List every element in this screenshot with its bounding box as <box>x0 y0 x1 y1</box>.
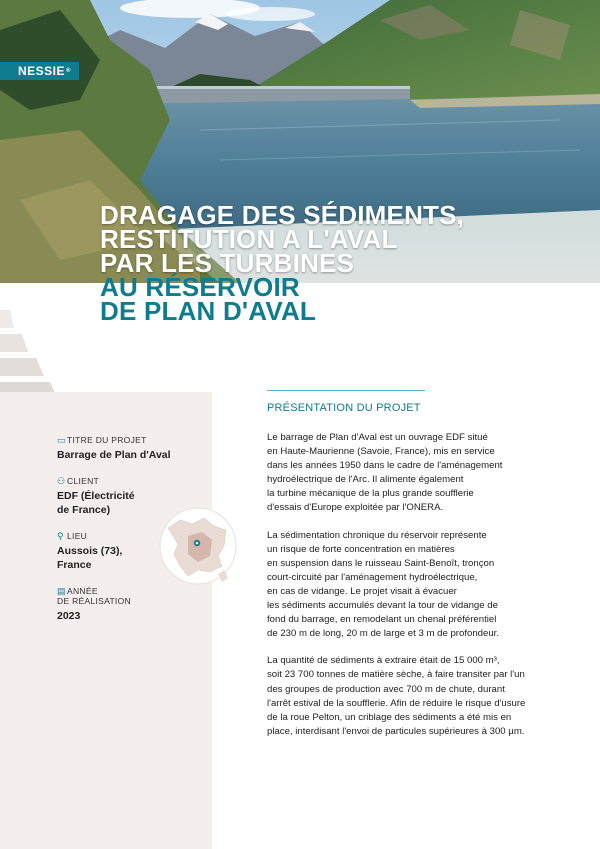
presentation-body <box>267 431 552 752</box>
title-line-5: DE PLAN D'AVAL <box>100 296 317 326</box>
section-divider <box>267 390 425 391</box>
tag-icon: ▭ <box>57 435 66 445</box>
fact-label: LIEU <box>67 531 88 541</box>
fact-year <box>57 586 177 623</box>
fact-label: CLIENT <box>67 476 100 486</box>
registered-mark: ® <box>66 68 71 74</box>
paragraph: Le barrage de Plan d'Aval est un ouvrage EDF situé en Haute-Maurienne (Savoie, France), mis en service dans les années 1950 dans le cadre de l'aménagement hydroélectrique de l'Arc. Il alimente également la turbine mécanique de la plus grande soufflerie d'essais d'Europe exploitée par l'ONERA. <box>267 432 503 514</box>
title-line-1: DRAGAGE DES SÉDIMENTS, <box>100 200 465 230</box>
page-title <box>100 200 580 326</box>
title-line-3: PAR LES TURBINES <box>100 248 355 278</box>
brand-label: NESSIE <box>18 64 66 78</box>
section-heading: PRÉSENTATION DU PROJET <box>267 402 421 414</box>
fact-value: Barrage de Plan d'Aval <box>57 449 171 461</box>
location-pin-icon: ⚲ <box>57 531 64 541</box>
fact-label: TITRE DU PROJET <box>67 435 147 445</box>
title-line-2: RESTITUTION A L'AVAL <box>100 224 398 254</box>
fact-label: ANNÉE DE RÉALISATION <box>57 586 131 606</box>
title-line-4: AU RÉSERVOIR <box>100 272 300 302</box>
fact-value: Aussois (73), France <box>57 545 123 571</box>
calendar-icon: ▤ <box>57 586 66 596</box>
paragraph: La sédimentation chronique du réservoir représente un risque de forte concentration en matières en suspension dans le ruisseau Saint-Benoît, tronçon court-circuité par l'aménagement hydroélectrique, en cas de vidange. Le projet visait à évacuer les sédiments accumulés devant la tour de vidange de fond du barrage, en remodelant un chenal préférentiel de 230 m de long, 20 m de large et 3 m de profondeur. <box>267 529 500 640</box>
users-icon: ⚇ <box>57 476 66 486</box>
paragraph: La quantité de sédiments à extraire était de 15 000 m³, soit 23 700 tonnes de matière sèche, à faire transiter par l'un des groupes de production avec 700 m de chute, durant l'arrêt estival de la soufflerie. Afin de réduire le risque d'usure de la roue Pelton, un criblage des sédiments a été mis en place, interdisant l'envoi de particules supérieures à 300 µm. <box>267 655 526 737</box>
fact-project-title <box>57 435 177 462</box>
fact-value: EDF (Électricité de France) <box>57 490 135 516</box>
fact-value: 2023 <box>57 610 81 622</box>
france-locator-map <box>158 506 238 586</box>
brand-badge <box>0 62 79 80</box>
